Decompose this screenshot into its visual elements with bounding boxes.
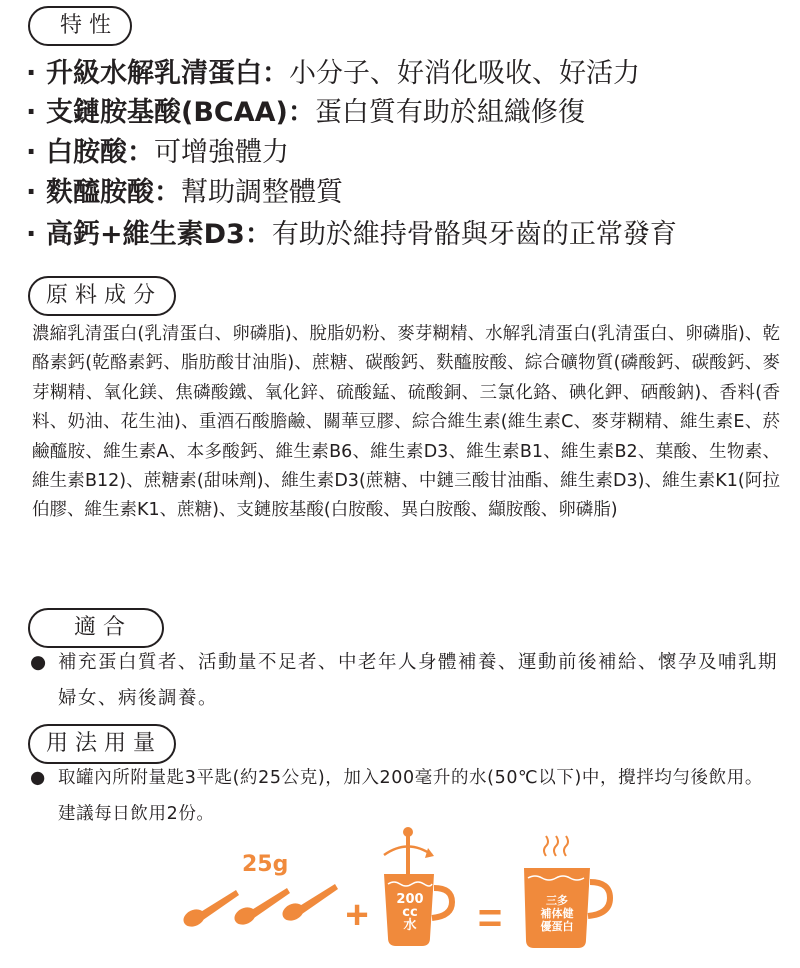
bullet-dot: · <box>26 58 37 89</box>
product-label <box>530 894 584 933</box>
feature-desc: 蛋白質有助於組織修復 <box>314 97 585 128</box>
bullet-dot: ● <box>30 768 46 788</box>
scoop-icon <box>280 884 338 924</box>
water-unit: cc <box>402 905 418 920</box>
section-title-ingredients: 原料成分 <box>28 276 176 316</box>
scoop-amount-label: 25g <box>242 852 289 877</box>
usage-text: 取罐內所附量匙3平匙(約25公克)，加入200毫升的水(50℃以下)中，攪拌均勻後飲用。建議每日飲用2份。 <box>58 768 763 824</box>
feature-name: 支鏈胺基酸(BCAA)： <box>46 97 315 128</box>
feature-item <box>26 221 677 248</box>
feature-desc: 可增強體力 <box>154 137 289 168</box>
suitable-item <box>30 645 780 717</box>
bullet-dot: · <box>26 219 37 250</box>
equals-sign: = <box>477 894 503 941</box>
feature-desc: 幫助調整體質 <box>181 177 343 208</box>
feature-name: 高鈣+維生素D3： <box>46 219 272 250</box>
scoop-icon <box>181 890 239 930</box>
stir-icon <box>384 827 434 878</box>
product-label-line1: 三多 <box>546 894 568 907</box>
section-title-suitable: 適合 <box>28 608 164 648</box>
feature-desc: 有助於維持骨骼與牙齒的正常發育 <box>271 219 677 250</box>
product-label-line3: 優蛋白 <box>540 920 574 933</box>
water-amount-label <box>390 893 430 932</box>
feature-name: 白胺酸： <box>46 137 154 168</box>
bullet-dot: · <box>26 177 37 208</box>
section-title-features: 特性 <box>28 6 132 46</box>
feature-name: 麩醯胺酸： <box>46 177 181 208</box>
feature-name: 升級水解乳清蛋白： <box>46 58 289 89</box>
product-label-line2: 補体健 <box>540 907 574 920</box>
feature-item <box>26 139 289 166</box>
water-label: 水 <box>403 918 417 933</box>
feature-item <box>26 60 640 87</box>
bullet-dot: · <box>26 137 37 168</box>
steam-icon <box>544 836 568 856</box>
bullet-dot: · <box>26 97 37 128</box>
scoop-icon <box>232 888 290 928</box>
feature-desc: 小分子、好消化吸收、好活力 <box>289 58 640 89</box>
bullet-dot: ● <box>30 652 47 673</box>
water-amount: 200 <box>396 892 424 907</box>
section-title-usage: 用法用量 <box>28 724 176 764</box>
feature-item <box>26 99 585 126</box>
plus-sign: + <box>345 893 369 937</box>
feature-item <box>26 179 343 206</box>
suitable-text: 補充蛋白質者、活動量不足者、中老年人身體補養、運動前後補給、懷孕及哺乳期婦女、病後調養。 <box>58 652 779 709</box>
ingredients-text: 濃縮乳清蛋白(乳清蛋白、卵磷脂)、脫脂奶粉、麥芽糊精、水解乳清蛋白(乳清蛋白、卵磷脂)、乾酪素鈣(乾酪素鈣、脂肪酸甘油脂)、蔗糖、碳酸鈣、麩醯胺酸、綜合礦物質(磷酸鈣、碳酸鈣、麥芽糊精、氧化鎂、焦磷酸鐵、氧化鋅、硫酸錳、硫酸銅、三氯化鉻、碘化鉀、硒酸鈉)、香料(香料、奶油、花生油)、重酒石酸膽鹼、關華豆膠、綜合維生素(維生素C、麥芽糊精、維生素E、菸鹼醯胺、維生素A、本多酸鈣、維生素B6、維生素D3、維生素B1、維生素B2、葉酸、生物素、維生素B12)、蔗糖素(甜味劑)、維生素D3(蔗糖、中鏈三酸甘油酯、維生素D3)、維生素K1(阿拉伯膠、維生素K1、蔗糖)、支鏈胺基酸(白胺酸、異白胺酸、纈胺酸、卵磷脂) <box>32 324 780 521</box>
